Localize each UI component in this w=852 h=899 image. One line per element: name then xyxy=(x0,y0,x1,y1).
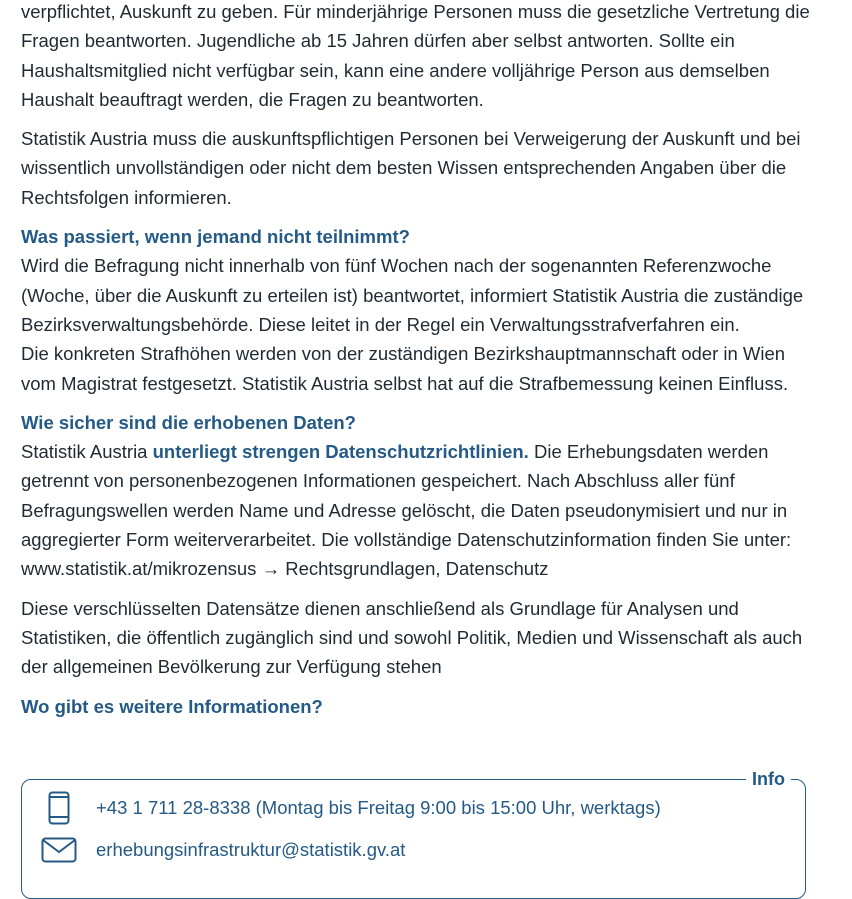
heading-more-info: Wo gibt es weitere Informationen? xyxy=(21,695,323,717)
phone-number-link[interactable]: +43 1 711 28-8338 (Montag bis Freitag 9:00 bis 15:00 Uhr, werktags) xyxy=(96,797,661,818)
section-participation xyxy=(21,222,821,398)
info-row-email xyxy=(22,835,405,865)
paragraph-data-protection xyxy=(21,437,821,583)
email-link[interactable]: erhebungsinfrastruktur@statistik.gv.at xyxy=(96,839,406,860)
heading-participation: Was passiert, wenn jemand nicht teilnimmt? xyxy=(21,226,410,248)
heading-data-security: Wie sicher sind die erhobenen Daten? xyxy=(21,411,356,433)
text-after-link: Die Erhebungsdaten werden getrennt von personenbezogenen Informationen gespeichert. Nach Abschluss aller fünf Befragungswellen werden Name und Adresse gelöscht, die Daten pseudonymisiert und nur in aggregierter Form weiterverarbeitet. Die vollständige Datenschutzinformation finden Sie unter: www.statistik.at/mikrozensus → Rechtsgrundlagen, Datenschutz xyxy=(21,441,792,580)
article-content xyxy=(21,0,821,721)
section-data-security xyxy=(21,408,821,682)
paragraph-penalty-amount: Die konkreten Strafhöhen werden von der zuständigen Bezirkshauptmannschaft oder in Wien vom Magistrat festgesetzt. Statistik Austria selbst hat auf die Strafbemessung keinen Einfluss. xyxy=(21,343,789,394)
mail-icon xyxy=(22,837,96,863)
paragraph-encrypted-datasets: Diese verschlüsselten Datensätze dienen anschließend als Grundlage für Analysen und Statistiken, die öffentlich zugänglich sind und sowohl Politik, Medien und Wissenschaft als auch der allgemeinen Bevölkerung zur Verfügung stehen xyxy=(21,597,803,678)
info-label: Info xyxy=(746,768,791,790)
paragraph-legal-consequences: Statistik Austria muss die auskunftspflichtigen Personen bei Verweigerung der Auskunft und bei wissentlich unvollständigen oder nicht dem besten Wissen entsprechenden Angaben über die Rechtsfolgen informieren. xyxy=(21,128,801,208)
phone-icon xyxy=(22,791,96,825)
paragraph-penalty-procedure: Wird die Befragung nicht innerhalb von fünf Wochen nach der sogenannten Referenzwoche (Woche, über die Auskunft zu erteilen ist) beantwortet, informiert Statistik Austria die zuständige Bezirksverwaltungsbehörde. Diese leitet in der Regel ein Verwaltungsstrafverfahren ein. xyxy=(21,255,804,335)
section-more-info xyxy=(21,692,821,721)
info-row-phone xyxy=(22,793,661,823)
text-before-link: Statistik Austria xyxy=(21,441,153,463)
paragraph-obligation: verpflichtet, Auskunft zu geben. Für minderjährige Personen muss die gesetzliche Vertretung die Fragen beantworten. Jugendliche ab 15 Jahren dürfen aber selbst antworten. Sollte ein Haushaltsmitglied nicht verfügbar sein, kann eine andere volljährige Person aus demselben Haushalt beauftragt werden, die Fragen zu beantworten. xyxy=(21,1,810,110)
data-protection-link[interactable]: unterliegt strengen Datenschutzrichtlinien. xyxy=(152,441,529,463)
info-box xyxy=(21,769,806,899)
